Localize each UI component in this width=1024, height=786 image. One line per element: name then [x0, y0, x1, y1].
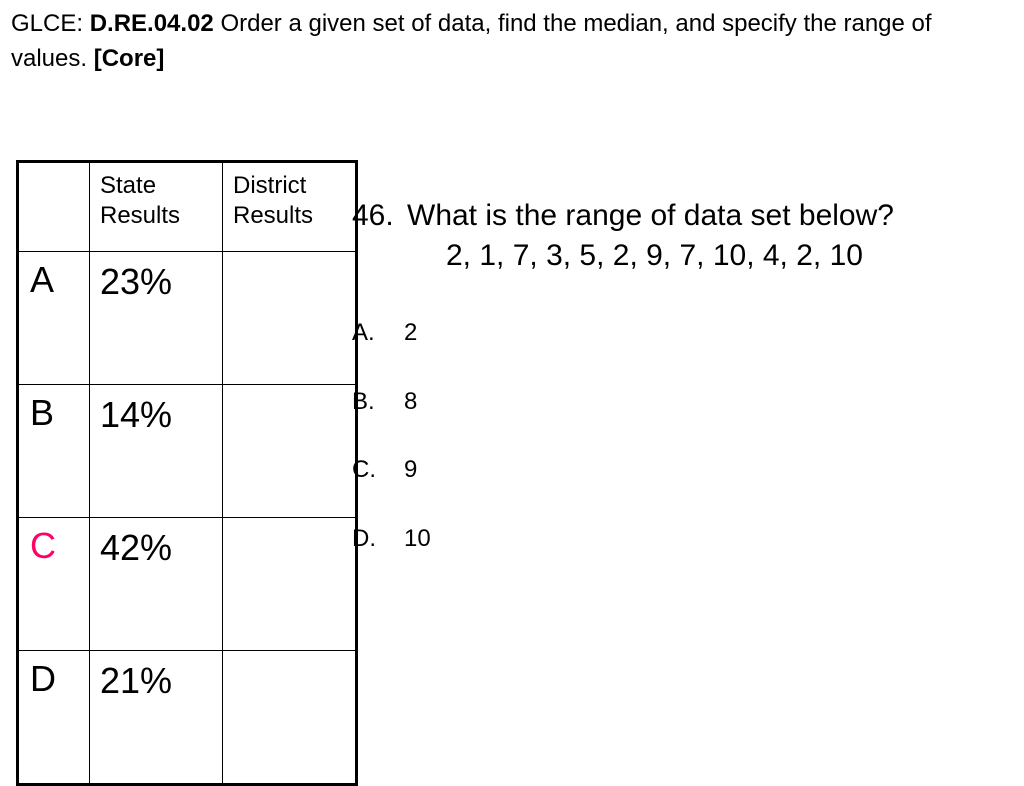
table-header-district: District Results — [223, 162, 357, 252]
question-text: What is the range of data set below? — [407, 199, 894, 232]
choice-value: 9 — [404, 456, 418, 483]
choice-d — [352, 522, 431, 591]
row-letter: A — [18, 252, 90, 385]
answer-choices — [352, 316, 431, 590]
choice-letter: A. — [352, 319, 375, 346]
standard-level: [Core] — [93, 45, 165, 72]
district-result — [223, 252, 357, 385]
question — [352, 196, 1012, 276]
choice-c — [352, 453, 431, 522]
question-number: 46. — [352, 199, 394, 232]
row-letter: D — [18, 651, 90, 785]
choice-value: 10 — [404, 524, 431, 552]
table-header-row — [18, 162, 357, 252]
standard-code: D.RE.04.02 — [89, 10, 214, 37]
data-set: 2, 1, 7, 3, 5, 2, 9, 7, 10, 4, 2, 10 — [446, 239, 863, 272]
standard-header — [11, 6, 1011, 76]
standard-description: Order a given set of data, find the median, and specify the range of values. — [11, 10, 932, 72]
table-row — [18, 252, 357, 385]
district-result — [223, 385, 357, 518]
state-result: 42% — [90, 518, 223, 651]
table-row — [18, 651, 357, 785]
table-header-state: State Results — [90, 162, 223, 252]
row-letter-correct: C — [18, 518, 90, 651]
district-result — [223, 651, 357, 785]
state-result: 23% — [90, 252, 223, 385]
choice-value: 8 — [404, 387, 418, 415]
table-row — [18, 518, 357, 651]
table-row — [18, 385, 357, 518]
state-result: 14% — [90, 385, 223, 518]
choice-a — [352, 316, 431, 385]
state-result: 21% — [90, 651, 223, 785]
choice-letter: B. — [352, 387, 375, 415]
results-table — [16, 160, 358, 786]
header-prefix: GLCE: — [11, 10, 90, 37]
district-result — [223, 518, 357, 651]
table-header-blank — [18, 162, 90, 252]
choice-b — [352, 385, 431, 454]
choice-value: 2 — [404, 319, 418, 346]
choice-letter: D. — [352, 524, 376, 552]
choice-letter: C. — [352, 456, 376, 483]
row-letter: B — [18, 385, 90, 518]
